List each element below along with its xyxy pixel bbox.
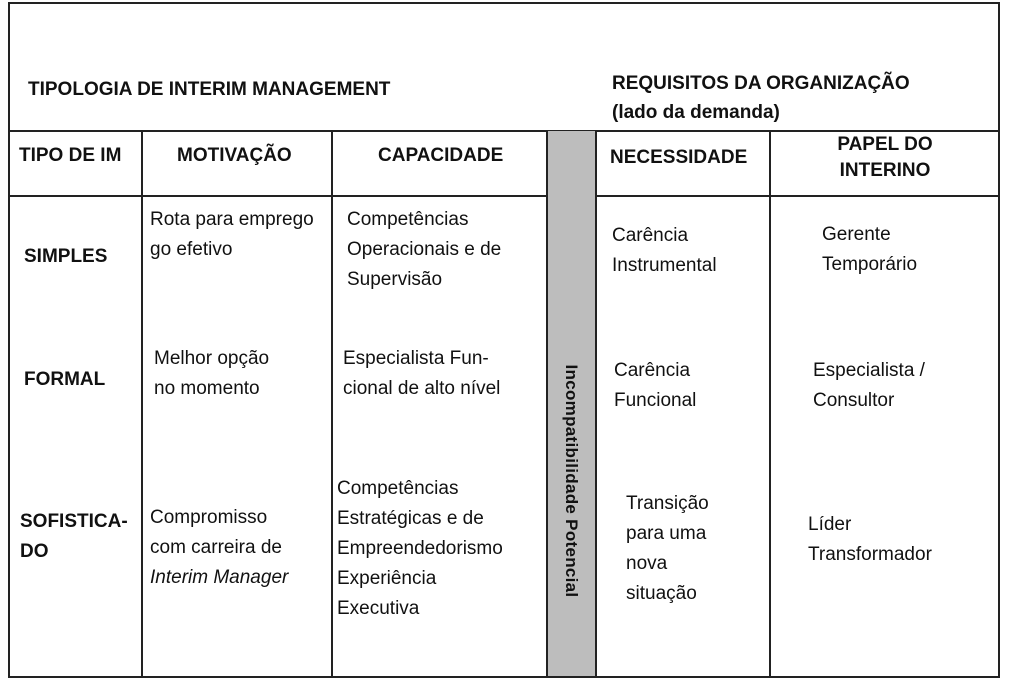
row-simples-necessidade — [612, 221, 717, 281]
capacidade-line: cional de alto nível — [343, 378, 501, 399]
capacidade-line: Executiva — [337, 598, 420, 619]
col-header-motivacao: MOTIVAÇÃO — [177, 145, 292, 166]
necessidade-line: Transição — [626, 493, 709, 514]
necessidade-line: Carência — [612, 225, 689, 246]
requisitos-subtitle: (lado da demanda) — [612, 102, 780, 123]
capacidade-line: Competências — [347, 209, 469, 230]
requisitos-title: REQUISITOS DA ORGANIZAÇÃO — [612, 73, 910, 94]
papel-line: Transformador — [808, 544, 932, 565]
tipo-line: SIMPLES — [24, 246, 108, 267]
tipo-line: FORMAL — [24, 369, 106, 390]
tipologia-title: TIPOLOGIA DE INTERIM MANAGEMENT — [28, 79, 391, 100]
motivacao-line: Interim Manager — [150, 567, 289, 588]
necessidade-line: para uma — [626, 523, 707, 544]
motivacao-line: no momento — [154, 378, 260, 399]
row-sofisticado-necessidade — [626, 489, 709, 609]
capacidade-line: Competências — [337, 478, 459, 499]
necessidade-line: Instrumental — [612, 255, 717, 276]
tipo-line: DO — [20, 541, 49, 562]
motivacao-line: Melhor opção — [154, 348, 270, 369]
motivacao-line: com carreira de — [150, 537, 282, 558]
row-sofisticado-motivacao — [150, 503, 288, 593]
row-sofisticado-capacidade — [337, 474, 503, 624]
col-divider-2 — [331, 130, 333, 678]
necessidade-line: Carência — [614, 360, 691, 381]
capacidade-line: Operacionais e de — [347, 239, 502, 260]
motivacao-line: Compromisso — [150, 507, 268, 528]
col-divider-5 — [769, 130, 771, 678]
necessidade-line: situação — [626, 583, 697, 604]
row-sofisticado-papel — [808, 510, 932, 570]
col-header-capacidade: CAPACIDADE — [378, 145, 504, 166]
capacidade-line: Especialista Fun- — [343, 348, 489, 369]
motivacao-line: go efetivo — [150, 239, 233, 260]
motivacao-line: Rota para emprego — [150, 209, 314, 230]
col-divider-1 — [141, 130, 143, 678]
col-header-papel-line2: INTERINO — [839, 160, 931, 181]
papel-line: Líder — [808, 514, 852, 535]
necessidade-line: Funcional — [614, 390, 697, 411]
papel-line: Especialista / — [813, 360, 925, 381]
incompatibility-label: Incompatibilidade Potencial — [562, 364, 581, 598]
row-formal-necessidade — [614, 356, 696, 416]
col-header-tipo: TIPO DE IM — [19, 145, 122, 166]
row-formal-capacidade — [343, 344, 500, 404]
col-header-papel-line1: PAPEL DO — [837, 134, 933, 155]
col-header-papel — [800, 132, 970, 184]
row-formal-tipo — [24, 365, 105, 395]
papel-line: Gerente — [822, 224, 891, 245]
capacidade-line: Estratégicas e de — [337, 508, 484, 529]
row-formal-papel — [813, 356, 925, 416]
capacidade-line: Empreendedorismo — [337, 538, 503, 559]
capacidade-line: Experiência — [337, 568, 437, 589]
papel-line: Temporário — [822, 254, 918, 275]
capacidade-line: Supervisão — [347, 269, 443, 290]
column-header-divider — [8, 195, 1000, 197]
row-formal-motivacao — [154, 344, 269, 404]
tipo-line: SOFISTICA- — [20, 511, 128, 532]
row-simples-tipo — [24, 242, 107, 272]
papel-line: Consultor — [813, 390, 895, 411]
row-simples-papel — [822, 220, 917, 280]
row-simples-capacidade — [347, 205, 501, 295]
row-sofisticado-tipo — [20, 507, 128, 567]
necessidade-line: nova — [626, 553, 668, 574]
col-header-necessidade: NECESSIDADE — [610, 147, 748, 168]
row-simples-motivacao — [150, 205, 314, 265]
